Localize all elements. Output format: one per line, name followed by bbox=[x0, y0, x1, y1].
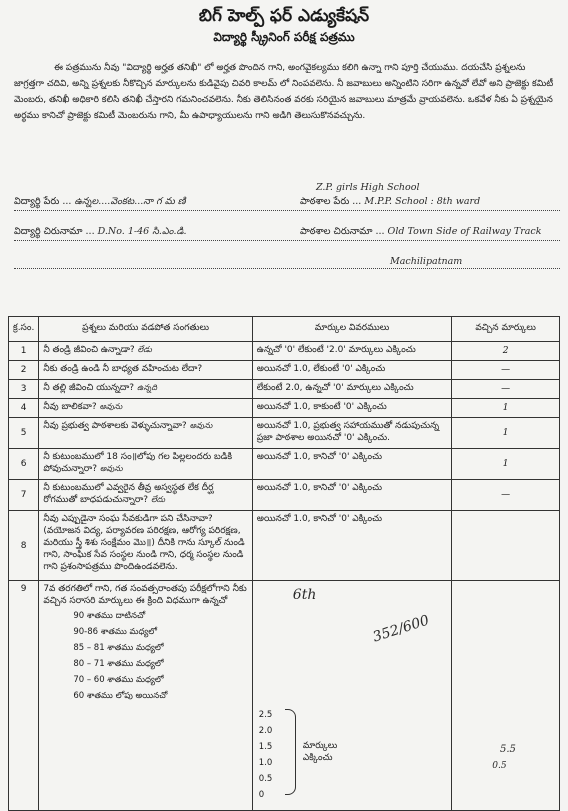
row-number: 2 bbox=[9, 361, 39, 380]
row-question bbox=[39, 418, 252, 449]
table-row bbox=[9, 380, 560, 399]
row-number: 6 bbox=[9, 449, 39, 480]
question-text: 7వ తరగతిలో గాని, గత సంవత్సరాంతపు పరీక్షలోగాని నీకు వచ్చిన సరాసరి మార్కులు ఈ క్రింది విధముగా ఉన్నచో bbox=[43, 584, 247, 606]
row-obtained: 1 bbox=[452, 449, 560, 480]
row-obtained: — bbox=[452, 380, 560, 399]
grade-list bbox=[43, 608, 247, 704]
handwritten-note: అవును bbox=[99, 402, 123, 411]
table-row bbox=[9, 399, 560, 418]
school-name-value: Z.P. girls High School bbox=[316, 182, 420, 193]
handwritten-note: లేడు bbox=[137, 345, 152, 354]
school-address-label: పాఠశాల చిరునామా bbox=[300, 226, 373, 237]
row-number: 7 bbox=[9, 480, 39, 511]
handwritten-note: అవును bbox=[189, 421, 213, 430]
school-name-value-2: M.P.P. School : 8th ward bbox=[364, 196, 481, 207]
point-item: 1.5 bbox=[258, 742, 273, 752]
question-text: నీవు ప్రభుత్వ పాఠశాలకు వెళ్ళుచున్నావా? bbox=[43, 421, 187, 431]
header-marks-obtained: వచ్చిన మార్కులు bbox=[452, 317, 560, 342]
header-sno: క్ర.సం. bbox=[9, 317, 39, 342]
screening-table bbox=[8, 316, 560, 811]
row-question bbox=[39, 342, 252, 361]
question-text: నీ తల్లి జీవించి యున్నదా? bbox=[43, 383, 135, 393]
header-question: ప్రశ్నలు మరియు వడపోత సంగతులు bbox=[39, 317, 252, 342]
row-obtained: 1 bbox=[452, 399, 560, 418]
school-address-value: Old Town Side of Railway Track bbox=[387, 226, 542, 237]
question-text: నీకు తండ్రి ఉండి నీ బాధ్యత వహించుట లేదా? bbox=[43, 364, 203, 374]
row-number: 5 bbox=[9, 418, 39, 449]
row-question bbox=[39, 511, 252, 581]
student-address-value: D.No. 1-46 సి.ఎం.డి. bbox=[97, 226, 187, 237]
page-subtitle: విద్యార్థి స్క్రీనింగ్ పరీక్ష పత్రము bbox=[213, 30, 355, 44]
table-row bbox=[9, 418, 560, 449]
row-number: 1 bbox=[9, 342, 39, 361]
point-item: 0 bbox=[258, 790, 265, 800]
table-row bbox=[9, 361, 560, 380]
row-obtained: — bbox=[452, 361, 560, 380]
row-marks: అయినచో 1.0, కానిచో '0' ఎక్కించు bbox=[252, 480, 451, 511]
page-title: బిగ్ హెల్ప్ ఫర్ ఎడ్యుకేషన్ bbox=[198, 6, 370, 26]
point-item: 0.5 bbox=[258, 774, 273, 784]
school-address-value-2: Machilipatnam bbox=[390, 256, 463, 267]
row-number: 4 bbox=[9, 399, 39, 418]
school-address-field: పాఠశాల చిరునామా ... Old Town Side of Railway Track bbox=[300, 226, 542, 237]
handwritten-note: ఉన్నది bbox=[136, 383, 157, 392]
row-marks: అయినచో 1.0, లేకుంటే '0' ఎక్కించు bbox=[252, 361, 451, 380]
intro-paragraph: ఈ పత్రమును నీవు "విద్యార్థి అర్హత తనిఖీ" లో అర్హత పొందిన గాని, అంగవైకల్యము కలిగి ఉన్నా గాని పూర్తి చేయుము. దయచేసి ప్రశ్నలను జాగ్రత్తగా చదివి, అన్ని ప్రశ్నలకు నీకొచ్చిన మార్కులను కుడివైపు చివరి కాలమ్ లో నింపవలెను. నీ జవాబులు అన్నింటిని సరిగా ఉన్నవో లేవో అని ప్రాజెక్టు కమిటీ మెంబరు, తనిఖీ అధికారి కలిసి తనిఖీ చేస్తారని గమనించవలెను. నీకు తెలిసినంత వరకు సరియైన జవాబులు మాత్రమే వ్రాయవలెను. ఒకవేళ నీకు ఏ ప్రశ్నయైన అర్థము కానిచో ప్రాజెక్టు కమిటీ మెంబరును గాని, మీ ఉపాధ్యాయులను గాని అడిగి తెలుసుకొనవచ్చును. bbox=[14, 63, 554, 121]
school-name-label: పాఠశాల పేరు bbox=[300, 196, 350, 207]
divider bbox=[14, 240, 560, 241]
student-address-field: విద్యార్థి చిరునామా ... D.No. 1-46 సి.ఎం.డి. bbox=[14, 226, 187, 237]
total-marks: 5.5 bbox=[500, 744, 516, 755]
school-name-field: పాఠశాల పేరు ... M.P.P. School : 8th ward bbox=[300, 196, 481, 207]
handwritten-note: అవును bbox=[99, 464, 123, 473]
row-obtained bbox=[452, 511, 560, 581]
grade-item: 80 – 71 శాతము మధ్యలో bbox=[73, 659, 164, 669]
row-marks: అయినచో 1.0, కాకుంటే '0' ఎక్కించు bbox=[252, 399, 451, 418]
student-address-label: విద్యార్థి చిరునామా bbox=[14, 226, 83, 237]
student-name-field: విద్యార్థి పేరు ... ఉన్నల....వెంకట...నా గ మ ణి bbox=[14, 196, 186, 207]
table-row bbox=[9, 480, 560, 511]
grade-item: 85 – 81 శాతము మధ్యలో bbox=[73, 643, 164, 653]
handwritten-class: 6th bbox=[292, 587, 317, 603]
table-row bbox=[9, 511, 560, 581]
row-obtained bbox=[371, 581, 560, 811]
row-question bbox=[39, 399, 252, 418]
table-row bbox=[9, 342, 560, 361]
question-text: నీవు ఎప్పుడైనా సంఘ సేవకుడిగా పని చేసినావా? (వయోజన విద్య, పర్యావరణ పరిరక్షణ, ఆరోగ్య పరిరక్షణ, మరియు స్త్రీ శిశు సంక్షేమం మొ॥) దీనికి గాను స్కూల్ నుండి గాని, సాంఘిక సేవ సంస్థల నుండి గాని, ధర్మ సంస్థల నుండి గాని ప్రశంసాపత్రము పొందిఉండవలెను. bbox=[43, 514, 245, 572]
question-text: నీ కుటుంబములో ఎవ్వరైన తీవ్ర అస్వస్థత లేక దీర్ఘ రోగముతో బాధపడుచున్నారా? bbox=[43, 483, 214, 505]
student-name-label: విద్యార్థి పేరు bbox=[14, 196, 60, 207]
point-item: 2.5 bbox=[258, 710, 273, 720]
question-text: నీవు బాలికవా? bbox=[43, 402, 97, 412]
student-name-value: ఉన్నల....వెంకట...నా గ మ ణి bbox=[74, 196, 186, 207]
table-header-row bbox=[9, 317, 560, 342]
marks-note: మార్కులు ఎక్కించు bbox=[302, 741, 338, 763]
row-marks: ఉన్నచో '0' లేకుంటే '2.0' మార్కులు ఎక్కించు bbox=[252, 342, 451, 361]
question-text: నీ కుటుంబములో 18 సం॥లోపు గల పిల్లలందరు బడికి పోవుచున్నారా? bbox=[43, 452, 233, 474]
question-text: నీ తండ్రి జీవించి ఉన్నాడా? bbox=[43, 345, 135, 355]
row-number: 3 bbox=[9, 380, 39, 399]
row-number: 8 bbox=[9, 511, 39, 581]
grade-item: 90 శాతము దాటినచో bbox=[73, 611, 146, 621]
handwritten-marks: 352/600 bbox=[371, 612, 432, 646]
brace bbox=[285, 709, 296, 795]
row-marks: అయినచో 1.0, కానిచో '0' ఎక్కించు bbox=[252, 511, 451, 581]
row-marks: లేకుంటే 2.0, ఉన్నచో '0' మార్కులు ఎక్కించు bbox=[252, 380, 451, 399]
row-marks: అయినచో 1.0, ప్రభుత్వ సహాయముతో నడుపుచున్న ప్రజా పాఠశాల అయినచో '0' ఎక్కించు. bbox=[252, 418, 451, 449]
obtained-value: 0.5 bbox=[492, 761, 507, 771]
row-obtained: 1 bbox=[452, 418, 560, 449]
row-obtained: — bbox=[452, 480, 560, 511]
point-list bbox=[259, 707, 273, 803]
table-row bbox=[9, 449, 560, 480]
row-question bbox=[39, 380, 252, 399]
grade-item: 90-86 శాతము మధ్యలో bbox=[73, 627, 158, 637]
row-marks: అయినచో 1.0, కానిచో '0' ఎక్కించు bbox=[252, 449, 451, 480]
row-question bbox=[39, 581, 252, 811]
point-item: 1.0 bbox=[258, 758, 273, 768]
row-number: 9 bbox=[9, 581, 39, 811]
row-question bbox=[39, 480, 252, 511]
grade-item: 60 శాతము లోపు అయినచో bbox=[73, 691, 168, 701]
divider bbox=[14, 210, 560, 211]
grade-item: 70 – 60 శాతము మధ్యలో bbox=[73, 675, 164, 685]
header-marks-detail: మార్కుల వివరములు bbox=[252, 317, 451, 342]
handwritten-note: లేదు bbox=[150, 495, 166, 504]
divider bbox=[14, 268, 560, 269]
row-question bbox=[39, 361, 252, 380]
point-item: 2.0 bbox=[258, 726, 273, 736]
row-obtained: 2 bbox=[452, 342, 560, 361]
table-row bbox=[9, 581, 560, 811]
row-question bbox=[39, 449, 252, 480]
